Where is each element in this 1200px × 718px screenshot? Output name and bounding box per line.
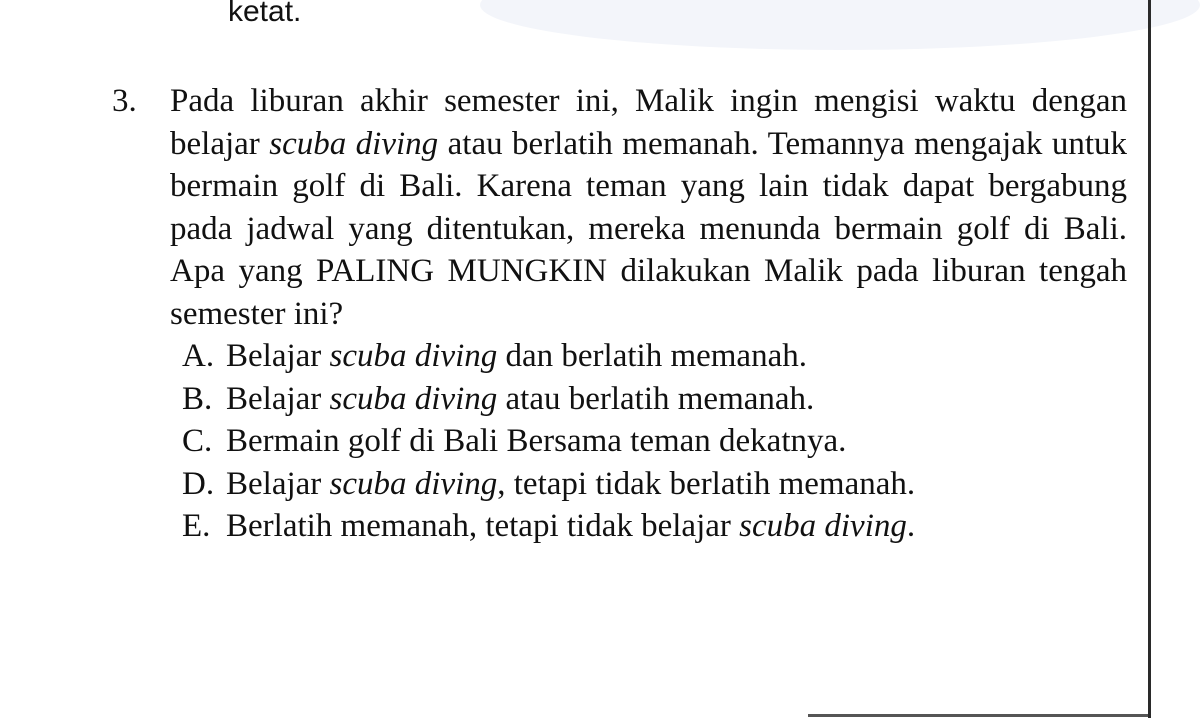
- answer-option: [182, 463, 1127, 506]
- text-segment: Belajar: [226, 380, 330, 417]
- answer-option: [182, 505, 1127, 548]
- text-segment: dengan belajar: [170, 83, 1127, 162]
- italic-term: scuba diving: [329, 465, 498, 502]
- text-segment: atau berlatih memanah.: [497, 380, 815, 417]
- text-segment: dan berlatih memanah.: [497, 338, 807, 374]
- text-segment: atau berlatih memanah. Temannya: [438, 125, 905, 162]
- question-text: [170, 80, 1127, 335]
- text-segment: menunda bermain golf di Bali. Apa yang PALING MUNGKIN: [170, 210, 1128, 289]
- text-segment: Berlatih memanah, tetapi tidak belajar: [226, 508, 740, 544]
- option-letter: B.: [182, 380, 213, 417]
- answer-option: [182, 335, 1127, 378]
- text-segment: Bermain golf di Bali Bersama teman dekatnya.: [226, 423, 847, 459]
- question-number: 3.: [112, 83, 137, 119]
- option-text: [226, 508, 915, 544]
- option-letter: C.: [182, 423, 213, 459]
- option-text: [226, 381, 814, 417]
- text-segment: Belajar: [226, 338, 330, 374]
- text-segment: dilakukan Malik pada liburan tengah semester ini?: [170, 253, 1127, 332]
- option-text: [226, 338, 807, 374]
- option-letter: D.: [182, 465, 215, 502]
- page-right-border: [1148, 0, 1151, 718]
- text-segment: .: [906, 508, 916, 544]
- option-letter: A.: [182, 338, 215, 374]
- text-segment: mengajak untuk bermain golf di Bali. Karena teman yang lain: [170, 125, 1127, 204]
- page-bottom-line: [808, 714, 1148, 717]
- answer-option: [182, 420, 1127, 463]
- italic-term: scuba diving: [269, 125, 439, 162]
- italic-term: scuba diving: [739, 508, 907, 544]
- previous-text-fragment: ketat.: [228, 0, 302, 28]
- italic-term: scuba diving: [329, 380, 498, 417]
- text-segment: tidak dapat bergabung pada jadwal yang ditentukan, mereka: [170, 168, 1128, 247]
- option-text: [226, 423, 846, 459]
- italic-term: scuba diving: [329, 338, 498, 374]
- text-segment: Belajar: [226, 465, 330, 502]
- option-letter: E.: [182, 508, 211, 544]
- option-text: [226, 466, 915, 502]
- answer-option: [182, 378, 1127, 421]
- question-block: [112, 80, 1127, 548]
- answer-options: [182, 335, 1127, 548]
- text-segment: Pada liburan akhir semester ini, Malik ingin mengisi waktu: [170, 83, 1016, 119]
- top-shade: [480, 0, 1200, 50]
- text-segment: , tetapi tidak berlatih memanah.: [497, 465, 916, 502]
